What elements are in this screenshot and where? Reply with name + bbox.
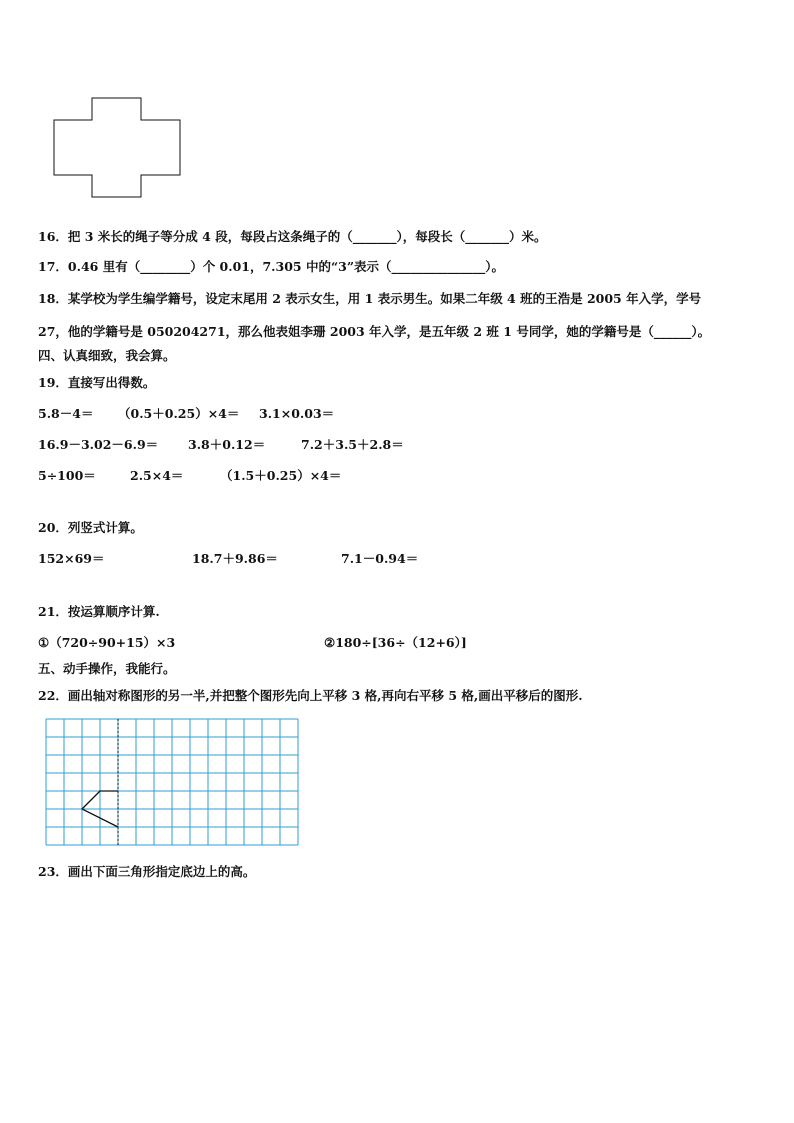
q21-item-2: ②180÷[36÷（12+6）] bbox=[324, 635, 467, 650]
q19-r1-c3: 3.1×0.03＝ bbox=[259, 406, 335, 421]
q20-item-1: 152×69＝ bbox=[38, 551, 105, 566]
question-20-title: 20．列竖式计算。 bbox=[38, 520, 143, 535]
q19-r1-c2: （0.5＋0.25）×4＝ bbox=[118, 406, 240, 421]
question-17: 17．0.46 里有（________）个 0.01，7.305 中的“3”表示（_______________）。 bbox=[38, 259, 505, 274]
question-22: 22．画出轴对称图形的另一半,并把整个图形先向上平移 3 格,再向右平移 5 格,画出平移后的图形. bbox=[38, 688, 583, 703]
q20-item-2: 18.7＋9.86＝ bbox=[192, 551, 278, 566]
section-5-heading: 五、动手操作，我能行。 bbox=[38, 661, 176, 676]
section-4-heading: 四、认真细致，我会算。 bbox=[38, 348, 176, 363]
q19-r1-c1: 5.8－4＝ bbox=[38, 406, 94, 421]
question-18-line1: 18．某学校为学生编学籍号，设定末尾用 2 表示女生，用 1 表示男生。如果二年级 4 班的王浩是 2005 年入学，学号 bbox=[38, 291, 702, 306]
q21-item-1: ①（720÷90+15）×3 bbox=[38, 635, 176, 650]
cross-shape-figure bbox=[50, 94, 190, 204]
question-19-title: 19．直接写出得数。 bbox=[38, 375, 156, 390]
question-21-title: 21．按运算顺序计算. bbox=[38, 604, 160, 619]
symmetry-grid-figure bbox=[44, 717, 300, 849]
q19-r3-c1: 5÷100＝ bbox=[38, 468, 96, 483]
q19-r2-c2: 3.8＋0.12＝ bbox=[188, 437, 266, 452]
question-18-line2: 27，他的学籍号是 050204271，那么他表姐李珊 2003 年入学，是五年级 2 班 1 号同学，她的学籍号是（______）。 bbox=[38, 324, 711, 339]
question-23: 23．画出下面三角形指定底边上的高。 bbox=[38, 864, 256, 879]
q19-r2-c3: 7.2＋3.5＋2.8＝ bbox=[301, 437, 404, 452]
q19-r3-c2: 2.5×4＝ bbox=[130, 468, 184, 483]
q19-r2-c1: 16.9－3.02－6.9＝ bbox=[38, 437, 159, 452]
q20-item-3: 7.1－0.94＝ bbox=[341, 551, 419, 566]
question-16: 16．把 3 米长的绳子等分成 4 段，每段占这条绳子的（_______），每段长（_______）米。 bbox=[38, 229, 547, 244]
q19-r3-c3: （1.5＋0.25）×4＝ bbox=[220, 468, 342, 483]
